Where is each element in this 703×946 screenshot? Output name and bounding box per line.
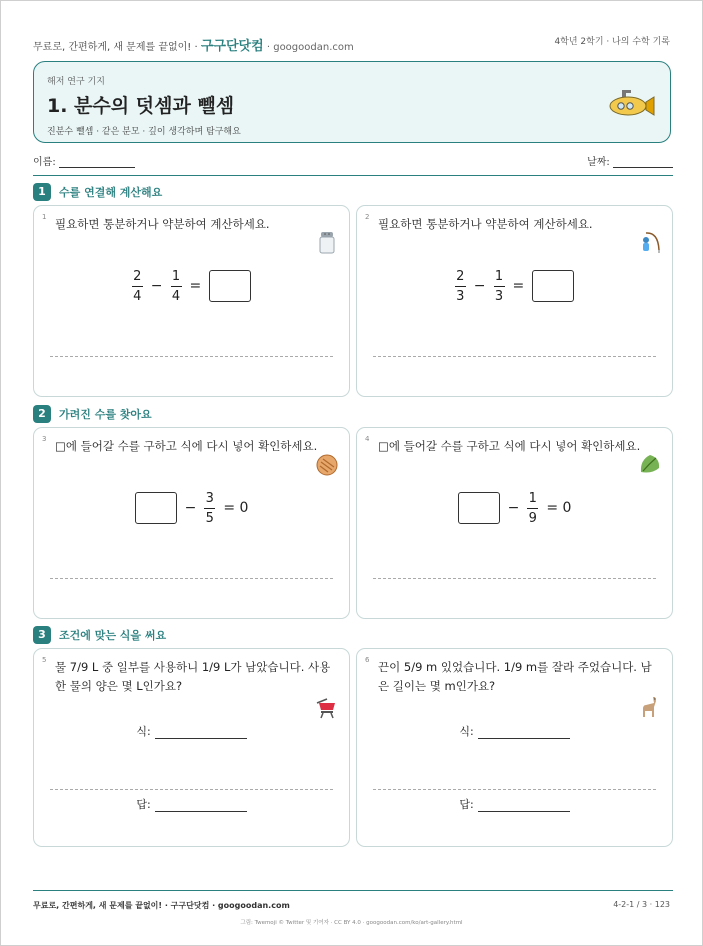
work-line [50, 789, 333, 790]
minus-sign: − [473, 278, 486, 294]
work-line [50, 578, 333, 579]
equals-sign: = [512, 278, 525, 294]
fraction-b: $\frac{1}{4}$ [171, 268, 181, 304]
answer-box[interactable] [532, 270, 574, 302]
lettuce-icon [638, 452, 662, 476]
equation-line[interactable]: 식: [357, 723, 672, 739]
unit-subtitle: 진분수 뺄셈 · 같은 분모 · 깊이 생각하며 탐구해요 [47, 127, 241, 137]
fraction-a: $\frac{2}{4}$ [133, 268, 142, 304]
minus-sign: − [507, 500, 520, 516]
equals-sign: = [189, 278, 202, 294]
problem-text: □에 들어갈 수를 구하고 식에 다시 넣어 확인하세요. [378, 439, 641, 453]
equation [357, 266, 672, 306]
answer-box[interactable] [209, 270, 251, 302]
brand-name: 구구단닷컴 [200, 39, 264, 54]
problem-text: 필요하면 통분하거나 약분하여 계산하세요. [55, 217, 270, 231]
header-divider [33, 175, 673, 176]
equals-zero: = 0 [546, 500, 572, 516]
fishing-person-icon [638, 230, 662, 254]
work-line [373, 578, 656, 579]
slogan: 무료로, 간편하게, 새 문제를 끝없이! · [33, 42, 198, 53]
work-line [373, 789, 656, 790]
equation [357, 488, 672, 528]
section-label: 가려진 수를 찾아요 [59, 408, 152, 421]
problem-card-6 [356, 648, 673, 847]
page-code: 4-2-1 / 3 · 123 [613, 900, 670, 909]
name-field[interactable]: 이름: [33, 153, 135, 168]
equation [34, 488, 349, 528]
footer-slogan: 무료로, 간편하게, 새 문제를 끝없이! · 구구단닷컴 · googoodan.com [33, 901, 290, 910]
fraction-b: $\frac{1}{3}$ [494, 268, 504, 304]
salt-shaker-icon [315, 230, 339, 254]
fraction-b: $\frac{3}{5}$ [205, 490, 214, 526]
image-credit: 그림: Twemoji © Twitter 및 기여자 · CC BY 4.0 · googoodan.com/ko/art-gallery.html [240, 920, 463, 926]
problem-number: 4 [365, 435, 370, 443]
footer-divider [33, 890, 673, 891]
work-line [373, 356, 656, 357]
problem-card-5 [33, 648, 350, 847]
minus-sign: − [150, 278, 163, 294]
flatbread-icon [315, 452, 339, 476]
unit-title: 1. 분수의 덧셈과 뺄셈 [47, 95, 235, 117]
section-label: 조건에 맞는 식을 써요 [59, 629, 167, 642]
unit-kicker: 해저 연구 기지 [47, 77, 105, 87]
minus-sign: − [184, 500, 197, 516]
fraction-a: $\frac{2}{3}$ [456, 268, 465, 304]
problem-number: 5 [42, 656, 47, 664]
problem-card-3 [33, 427, 350, 619]
section-3-heading [33, 626, 166, 644]
answer-line[interactable]: 답: [34, 796, 349, 812]
fraction-b: $\frac{1}{9}$ [528, 490, 537, 526]
problem-card-4 [356, 427, 673, 619]
problem-number: 6 [365, 656, 370, 664]
unknown-box[interactable] [458, 492, 500, 524]
top-banner [33, 35, 354, 54]
work-line [50, 356, 333, 357]
problem-number: 3 [42, 435, 47, 443]
grade-label: 4학년 2학기 · 나의 수학 기록 [554, 37, 670, 47]
section-2-heading [33, 405, 152, 423]
section-number: 3 [33, 626, 51, 644]
problem-text: 물 7/9 L 중 일부를 사용하니 1/9 L가 남았습니다. 사용한 물의 양은 몇 L인가요? [55, 660, 331, 693]
section-1-heading [33, 183, 162, 201]
problem-card-2 [356, 205, 673, 397]
llama-icon [638, 695, 662, 719]
section-number: 1 [33, 183, 51, 201]
answer-line[interactable]: 답: [357, 796, 672, 812]
unit-header [33, 61, 671, 143]
submarine-icon [608, 88, 656, 118]
section-number: 2 [33, 405, 51, 423]
problem-card-1 [33, 205, 350, 397]
equation [34, 266, 349, 306]
problem-text: 필요하면 통분하거나 약분하여 계산하세요. [378, 217, 593, 231]
equation-line[interactable]: 식: [34, 723, 349, 739]
problem-number: 1 [42, 213, 47, 221]
date-field[interactable]: 날짜: [587, 153, 673, 168]
section-label: 수를 연결해 계산해요 [59, 186, 163, 199]
problem-number: 2 [365, 213, 370, 221]
problem-text: 끈이 5/9 m 있었습니다. 1/9 m를 잘라 주었습니다. 남은 길이는 몇 m인가요? [378, 660, 652, 693]
unknown-box[interactable] [135, 492, 177, 524]
fondue-icon [315, 695, 339, 719]
equals-zero: = 0 [223, 500, 249, 516]
problem-text: □에 들어갈 수를 구하고 식에 다시 넣어 확인하세요. [55, 439, 318, 453]
name-date-row [33, 153, 673, 171]
site-url: · googoodan.com [266, 42, 354, 53]
